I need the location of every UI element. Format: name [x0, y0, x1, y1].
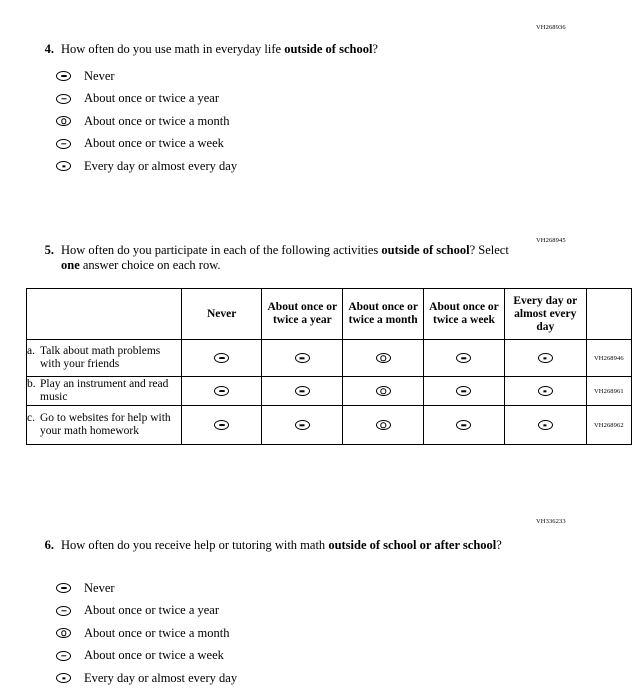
matrix-cell-a-never[interactable]	[181, 340, 262, 377]
question-5-text-tail2: answer choice on each row.	[79, 258, 221, 272]
matrix-cell-a-month[interactable]	[343, 340, 424, 377]
radio-oval-icon[interactable]	[56, 651, 71, 661]
matrix-row-c-text: Go to websites for help with your math homework	[40, 412, 171, 437]
matrix-cell-c-never[interactable]	[181, 406, 262, 445]
matrix-row-a-code: VH268946	[586, 340, 631, 377]
matrix-cell-b-year[interactable]	[262, 377, 343, 406]
question-4-text-bold: outside of school	[284, 42, 373, 56]
question-6-number: 6.	[44, 538, 54, 552]
matrix-header-never: Never	[181, 289, 262, 340]
radio-oval-icon[interactable]	[56, 71, 71, 81]
option-label: Never	[84, 580, 115, 595]
matrix-cell-a-year[interactable]	[262, 340, 343, 377]
radio-oval-icon[interactable]	[56, 161, 71, 171]
radio-oval-icon[interactable]	[376, 353, 391, 363]
option-label: Never	[84, 68, 115, 83]
option-q4-once-twice-month[interactable]	[56, 110, 237, 133]
option-q4-once-twice-week[interactable]	[56, 133, 237, 156]
radio-oval-icon[interactable]	[456, 420, 471, 430]
question-4-number: 4.	[44, 42, 54, 56]
matrix-cell-b-everyday[interactable]	[504, 377, 586, 406]
radio-oval-icon[interactable]	[56, 139, 71, 149]
matrix-row-c-letter: c.	[27, 412, 35, 425]
option-label: About once or twice a year	[84, 603, 220, 618]
matrix-header-code	[586, 289, 631, 340]
item-id-q6: VH336233	[536, 518, 566, 525]
radio-oval-icon[interactable]	[56, 583, 71, 593]
radio-oval-icon[interactable]	[214, 420, 229, 430]
matrix-row-a-text: Talk about math problems with your friends	[40, 345, 161, 370]
radio-oval-icon[interactable]	[214, 353, 229, 363]
option-q6-never[interactable]	[56, 577, 237, 600]
question-6-text-tail: ?	[496, 538, 502, 552]
table-row	[27, 406, 632, 445]
option-label: About once or twice a week	[84, 136, 224, 151]
question-6-text-bold: outside of school or after school	[328, 538, 497, 552]
matrix-table	[26, 288, 632, 445]
matrix-header-row	[27, 289, 632, 340]
option-q4-every-day[interactable]	[56, 155, 237, 178]
question-4-text-tail: ?	[372, 42, 378, 56]
item-id-q4: VH268936	[536, 24, 566, 31]
question-4	[32, 42, 378, 57]
radio-oval-icon[interactable]	[56, 628, 71, 638]
question-5-text-tail: ? Select	[469, 243, 509, 257]
option-q4-once-twice-year[interactable]	[56, 88, 237, 111]
radio-oval-icon[interactable]	[376, 386, 391, 396]
radio-oval-icon[interactable]	[295, 353, 310, 363]
matrix-header-everyday: Every day or almost every day	[504, 289, 586, 340]
radio-oval-icon[interactable]	[456, 386, 471, 396]
matrix-header-year: About once or twice a year	[262, 289, 343, 340]
table-row	[27, 340, 632, 377]
option-label: About once or twice a year	[84, 91, 220, 106]
table-row	[27, 377, 632, 406]
radio-oval-icon[interactable]	[295, 420, 310, 430]
matrix-cell-b-week[interactable]	[424, 377, 505, 406]
radio-oval-icon[interactable]	[295, 386, 310, 396]
matrix-cell-a-everyday[interactable]	[504, 340, 586, 377]
question-4-options	[56, 65, 237, 178]
option-q6-once-twice-week[interactable]	[56, 645, 237, 668]
option-q6-every-day[interactable]	[56, 667, 237, 690]
question-6-options	[56, 577, 237, 690]
option-q6-once-twice-month[interactable]	[56, 622, 237, 645]
radio-oval-icon[interactable]	[538, 420, 553, 430]
matrix-row-b-stem	[27, 377, 182, 406]
question-6-text	[61, 538, 502, 553]
question-5-text-plain: How often do you participate in each of the following activities	[61, 243, 382, 257]
option-q6-once-twice-year[interactable]	[56, 600, 237, 623]
matrix-cell-b-month[interactable]	[343, 377, 424, 406]
question-4-text	[61, 42, 378, 57]
radio-oval-icon[interactable]	[538, 353, 553, 363]
matrix-row-c-code: VH268962	[586, 406, 631, 445]
matrix-cell-c-month[interactable]	[343, 406, 424, 445]
matrix-cell-c-everyday[interactable]	[504, 406, 586, 445]
option-label: Every day or almost every day	[84, 670, 238, 685]
matrix-header-stem	[27, 289, 182, 340]
question-5-text-bold2: one	[61, 258, 80, 272]
matrix-row-a-letter: a.	[27, 345, 35, 358]
radio-oval-icon[interactable]	[56, 94, 71, 104]
matrix-row-b-code: VH268961	[586, 377, 631, 406]
option-label: About once or twice a month	[84, 625, 230, 640]
matrix-cell-c-week[interactable]	[424, 406, 505, 445]
radio-oval-icon[interactable]	[376, 420, 391, 430]
option-label: About once or twice a month	[84, 113, 230, 128]
matrix-header	[27, 289, 632, 340]
option-label: About once or twice a week	[84, 648, 224, 663]
question-5	[32, 243, 516, 273]
option-label: Every day or almost every day	[84, 158, 238, 173]
question-5-number: 5.	[44, 243, 54, 257]
radio-oval-icon[interactable]	[538, 386, 553, 396]
matrix-cell-a-week[interactable]	[424, 340, 505, 377]
item-id-q5: VH268945	[536, 237, 566, 244]
matrix-row-c-stem	[27, 406, 182, 445]
matrix-row-b-text: Play an instrument and read music	[40, 378, 169, 403]
radio-oval-icon[interactable]	[56, 606, 71, 616]
question-6-text-plain: How often do you receive help or tutoring with math	[61, 538, 329, 552]
question-4-text-plain: How often do you use math in everyday life	[61, 42, 285, 56]
matrix-body	[27, 340, 632, 445]
matrix-header-week: About once or twice a week	[424, 289, 505, 340]
matrix-cell-b-never[interactable]	[181, 377, 262, 406]
matrix-cell-c-year[interactable]	[262, 406, 343, 445]
radio-oval-icon[interactable]	[456, 353, 471, 363]
question-6	[32, 538, 502, 553]
question-5-text-bold: outside of school	[381, 243, 470, 257]
matrix-row-a-stem	[27, 340, 182, 377]
radio-oval-icon[interactable]	[214, 386, 229, 396]
radio-oval-icon[interactable]	[56, 116, 71, 126]
question-5-text	[61, 243, 516, 273]
matrix-header-month: About once or twice a month	[343, 289, 424, 340]
matrix-row-b-letter: b.	[27, 378, 36, 391]
option-q4-never[interactable]	[56, 65, 237, 88]
radio-oval-icon[interactable]	[56, 673, 71, 683]
